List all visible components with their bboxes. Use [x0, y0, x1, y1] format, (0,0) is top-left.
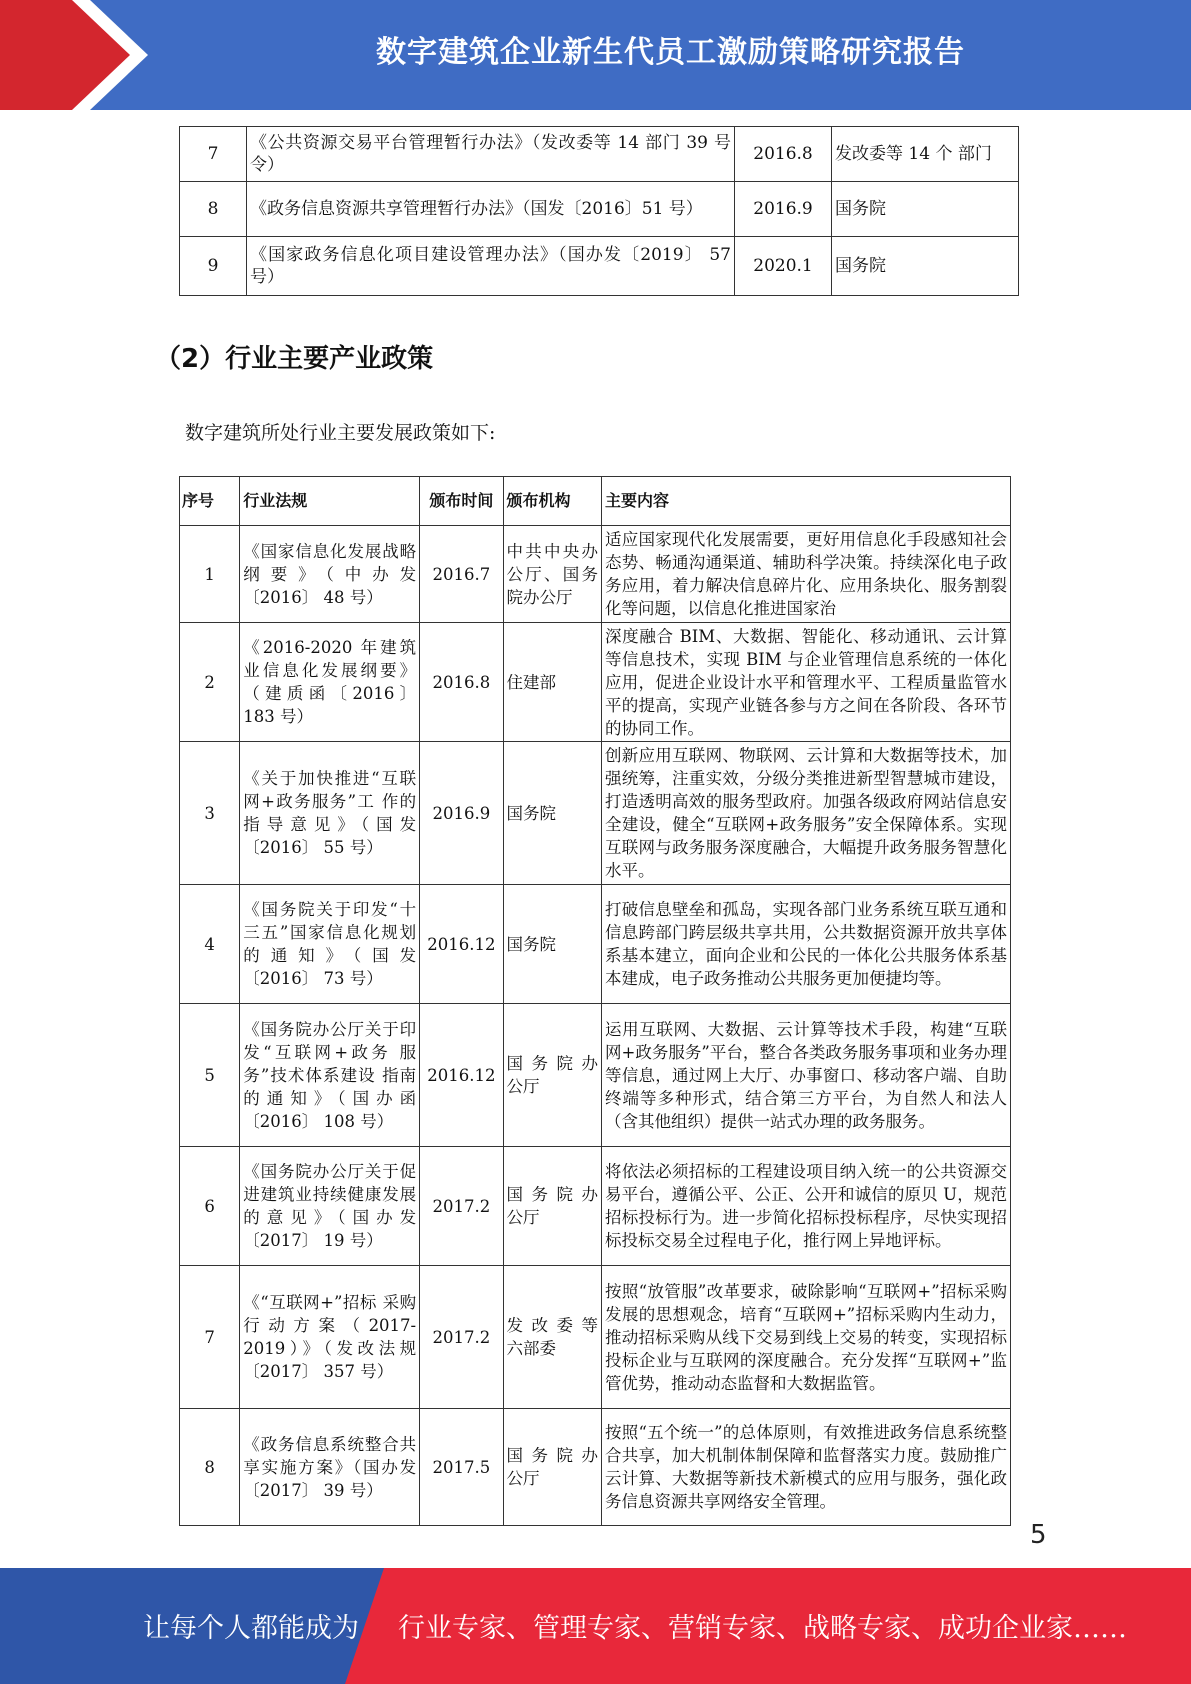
header-law: 行业法规 [240, 477, 420, 526]
cell-date: 2016.12 [420, 1004, 503, 1147]
table-row [180, 1147, 1011, 1266]
cell-no: 8 [180, 182, 247, 237]
cell-law: 《国家信息化发展战略纲要》（中办发〔2016〕 48 号） [240, 526, 420, 623]
cell-law: 《关于加快推进“互联网+政务服务”工 作的指导意见》（国发〔2016〕 55 号） [240, 742, 420, 885]
cell-no: 9 [180, 237, 247, 296]
header-date: 颁布时间 [420, 477, 503, 526]
cell-law: 《国务院关于印发“十三五”国家信息化规划的通知》（国发〔2016〕 73 号） [240, 885, 420, 1004]
cell-law: 《政务信息资源共享管理暂行办法》（国发〔2016〕51 号） [247, 182, 735, 237]
cell-law: 《“互联网+”招标 采购行动方案（2017-2019）》（发改法规〔2017〕 357 号） [240, 1266, 420, 1409]
cell-org: 国 务 院 办公厅 [503, 1004, 601, 1147]
footer-slogan-left: 让每个人都能成为 [143, 1613, 359, 1644]
cell-date: 2017.2 [420, 1266, 503, 1409]
cell-content: 按照“放管服”改革要求，破除影响“互联网+”招标采购发展的思想观念，培育“互联网+”招标采购内生动力，推动招标采购从线下交易到线上交易的转变，实现招标投标企业与互联网的深度融合。充分发挥“互联网+”监管优势，推动动态监督和大数据监管。 [602, 1266, 1011, 1409]
continued-policy-table [179, 126, 1019, 296]
cell-no: 7 [180, 1266, 240, 1409]
page-number: 5 [1030, 1520, 1047, 1550]
cell-law: 《公共资源交易平台管理暂行办法》（发改委等 14 部门 39 号令） [247, 127, 735, 182]
cell-content: 按照“五个统一”的总体原则，有效推进政务信息系统整合共享，加大机制体制保障和监督落实力度。鼓励推广云计算、大数据等新技术新模式的应用与服务，强化政务信息资源共享网络安全管理。 [602, 1409, 1011, 1526]
cell-no: 6 [180, 1147, 240, 1266]
table-row [180, 237, 1019, 296]
cell-content: 将依法必须招标的工程建设项目纳入统一的公共资源交易平台，遵循公平、公正、公开和诚信的原贝 U，规范招标投标行为。进一步简化招标投标程序，尽快实现招标投标交易全过程电子化，推行网上异地评标。 [602, 1147, 1011, 1266]
cell-org: 发 改 委 等六部委 [503, 1266, 601, 1409]
cell-org: 国务院 [832, 182, 1019, 237]
cell-no: 4 [180, 885, 240, 1004]
table-row [180, 127, 1019, 182]
cell-date: 2016.8 [735, 127, 832, 182]
cell-no: 8 [180, 1409, 240, 1526]
cell-org: 国务院 [832, 237, 1019, 296]
cell-no: 7 [180, 127, 247, 182]
header-banner [0, 0, 1191, 110]
cell-content: 深度融合 BIM、大数据、智能化、移动通讯、云计算等信息技术，实现 BIM 与企业管理信息系统的一体化应用，促进企业设计水平和管理水平、工程质量监管水平的提高，实现产业链各参与方之间在各阶段、各环节的协同工作。 [602, 623, 1011, 742]
cell-org: 中共中央办公厅、国务院办公厅 [503, 526, 601, 623]
cell-no: 5 [180, 1004, 240, 1147]
table-row [180, 742, 1011, 885]
cell-law: 《2016-2020 年建筑 业信息化发展纲要》（建质函〔2016〕 183 号） [240, 623, 420, 742]
cell-content: 创新应用互联网、物联网、云计算和大数据等技术，加强统筹，注重实效，分级分类推进新型智慧城市建设，打造透明高效的服务型政府。加强各级政府网站信息安全建设，健全“互联网+政务服务”安全保障体系。实现互联网与政务服务深度融合，大幅提升政务服务智慧化水平。 [602, 742, 1011, 885]
footer-banner [0, 1568, 1191, 1684]
cell-org: 国务院 [503, 885, 601, 1004]
section-heading: （2）行业主要产业政策 [155, 344, 434, 374]
cell-law: 《政务信息系统整合共享实施方案》（国办发〔2017〕 39 号） [240, 1409, 420, 1526]
cell-content: 运用互联网、大数据、云计算等技术手段，构建“互联网+政务服务”平台，整合各类政务服务事项和业务办理等信息，通过网上大厅、办事窗口、移动客户端、自助终端等多种形式，结合第三方平台，为自然人和法人（含其他组织）提供一站式办理的政务服务。 [602, 1004, 1011, 1147]
section-intro: 数字建筑所处行业主要发展政策如下: [185, 422, 496, 444]
header-content: 主要内容 [602, 477, 1011, 526]
cell-law: 《国务院办公厅关于促进建筑业持续健康发展的意见》（国办发〔2017〕 19 号） [240, 1147, 420, 1266]
cell-org: 住建部 [503, 623, 601, 742]
cell-no: 2 [180, 623, 240, 742]
cell-date: 2020.1 [735, 237, 832, 296]
cell-org: 发改委等 14 个 部门 [832, 127, 1019, 182]
header-no: 序号 [180, 477, 240, 526]
cell-date: 2016.9 [420, 742, 503, 885]
table-row [180, 1266, 1011, 1409]
table-row [180, 526, 1011, 623]
report-title: 数字建筑企业新生代员工激励策略研究报告 [376, 35, 965, 70]
table-row [180, 182, 1019, 237]
footer-slogan-right: 行业专家、管理专家、营销专家、战略专家、成功企业家…… [398, 1613, 1127, 1644]
cell-no: 1 [180, 526, 240, 623]
cell-org: 国 务 院 办公厅 [503, 1147, 601, 1266]
table-row [180, 1409, 1011, 1526]
cell-org: 国务院 [503, 742, 601, 885]
cell-date: 2016.9 [735, 182, 832, 237]
cell-date: 2016.12 [420, 885, 503, 1004]
cell-date: 2017.2 [420, 1147, 503, 1266]
table-row [180, 623, 1011, 742]
header-org: 颁布机构 [503, 477, 601, 526]
cell-content: 适应国家现代化发展需要，更好用信息化手段感知社会态势、畅通沟通渠道、辅助科学决策。持续深化电子政务应用，着力解决信息碎片化、应用条块化、服务割裂化等问题，以信息化推进国家治 [602, 526, 1011, 623]
industry-policy-table [179, 476, 1011, 1526]
table-header-row [180, 477, 1011, 526]
cell-date: 2016.8 [420, 623, 503, 742]
cell-date: 2016.7 [420, 526, 503, 623]
cell-org: 国 务 院 办公厅 [503, 1409, 601, 1526]
table-row [180, 1004, 1011, 1147]
cell-law: 《国务院办公厅关于印发“互联网+政务 服务”技术体系建设 指南的通知》（国办函〔2016〕 108 号） [240, 1004, 420, 1147]
cell-no: 3 [180, 742, 240, 885]
cell-date: 2017.5 [420, 1409, 503, 1526]
cell-content: 打破信息壁垒和孤岛，实现各部门业务系统互联互通和信息跨部门跨层级共享共用，公共数据资源开放共享体系基本建立，面向企业和公民的一体化公共服务体系基本建成，电子政务推动公共服务更加便捷均等。 [602, 885, 1011, 1004]
cell-law: 《国家政务信息化项目建设管理办法》（国办发〔2019〕 57 号） [247, 237, 735, 296]
table-row [180, 885, 1011, 1004]
